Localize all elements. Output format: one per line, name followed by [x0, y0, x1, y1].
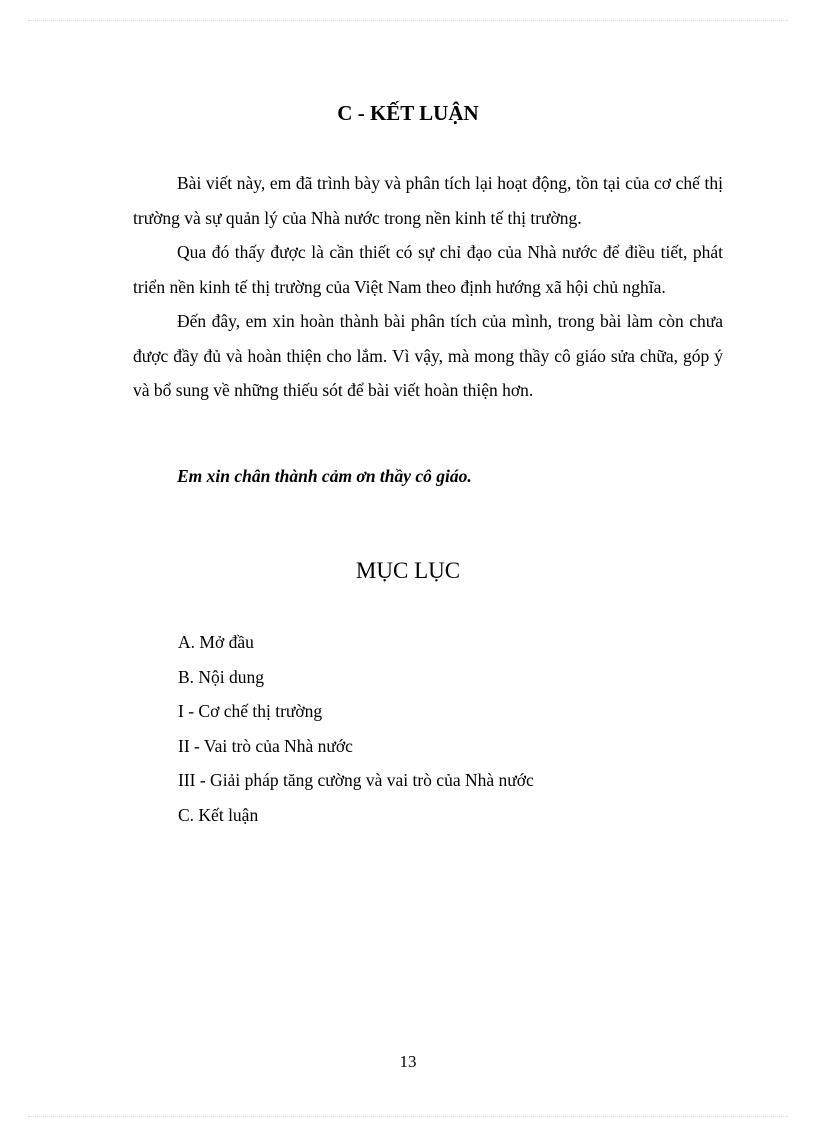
toc-item-introduction: A. Mở đầu [178, 632, 254, 652]
conclusion-paragraph-3: Đến đây, em xin hoàn thành bài phân tích của mình, trong bài làm còn chưa được đầy đủ và hoàn thiện cho lắm. Vì vậy, mà mong thầy cô giáo sửa chữa, góp ý và bổ sung về những thiếu sót để bài viết hoàn thiện hơn. [133, 311, 723, 400]
page-number: 13 [399, 1052, 417, 1071]
conclusion-body [133, 166, 723, 408]
toc-heading: MỤC LỤC [355, 558, 461, 583]
page-bottom-divider [28, 1116, 788, 1117]
toc-item-conclusion: C. Kết luận [178, 804, 259, 825]
toc-item-solutions: III - Giải pháp tăng cường và vai trò của Nhà nước [178, 770, 534, 790]
toc-item-state-role: II - Vai trò của Nhà nước [178, 735, 353, 756]
conclusion-heading: C - KẾT LUẬN [337, 101, 479, 125]
conclusion-paragraph-1: Bài viết này, em đã trình bày và phân tích lại hoạt động, tồn tại của cơ chế thị trường và sự quản lý của Nhà nước trong nền kinh tế thị trường. [133, 173, 723, 228]
page-top-divider [28, 20, 788, 21]
toc-list [178, 625, 534, 832]
toc-item-content: B. Nội dung [178, 666, 265, 687]
conclusion-paragraph-2: Qua đó thấy được là cần thiết có sự chỉ đạo của Nhà nước để điều tiết, phát triển nền kinh tế thị trường của Việt Nam theo định hướng xã hội chủ nghĩa. [133, 242, 723, 297]
toc-item-market-mechanism: I - Cơ chế thị trường [178, 701, 323, 721]
thanks-line: Em xin chân thành cảm ơn thầy cô giáo. [177, 466, 472, 486]
